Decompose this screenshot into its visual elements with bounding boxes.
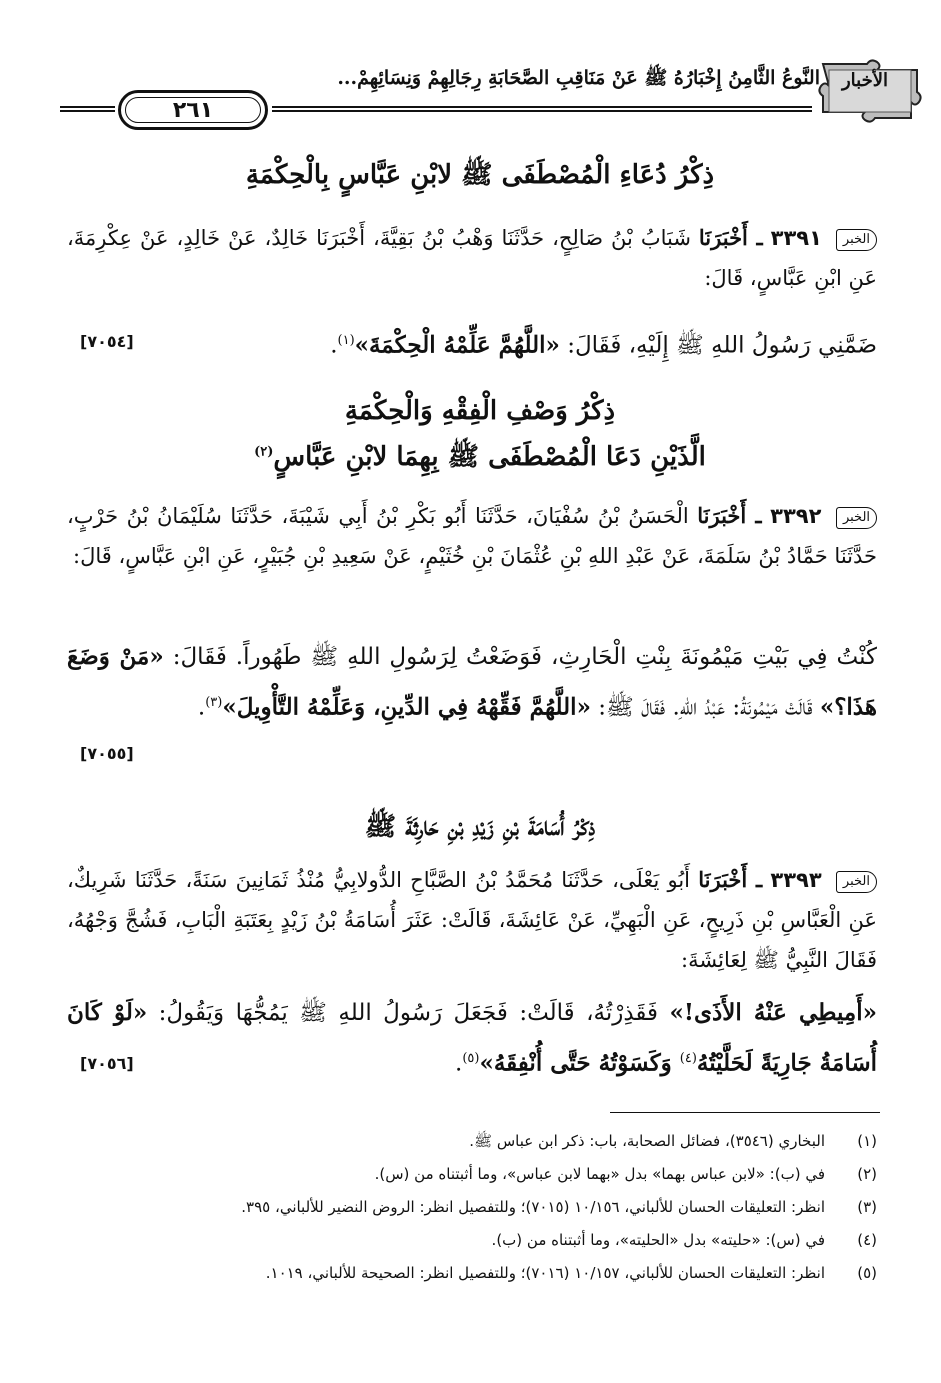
section-heading: ذِكْرُ وَصْفِ الْفِقْهِ وَالْحِكْمَةِ	[344, 396, 616, 426]
footnote-ref: (٣)	[205, 695, 223, 710]
section-heading-line2	[80, 440, 880, 478]
hadith-matn	[67, 990, 877, 1087]
matn-plain: قَالَتْ مَيْمُونَةُ: عَبْدُ اللهِ. فَقَالَ ﷺ:	[590, 694, 820, 721]
header-rule-left	[60, 106, 115, 112]
isnad-text: الْحَسَنُ بْنُ سُفْيَانَ، حَدَّثَنَا أَبُو بَكْرِ بْنُ أَبِي شَيْبَةَ، حَدَّثَنَا سُلَيْمَانُ بْنُ حَرْبٍ، حَدَّثَنَا حَمَّادُ بْنُ سَلَمَةَ، عَنْ عَبْدِ اللهِ بْنِ عُثْمَانَ بْنِ خُثَيْمٍ، عَنْ سَعِيدِ بْنِ جُبَيْرٍ، عَنِ ابْنِ عَبَّاسٍ، قَالَ:	[67, 504, 877, 568]
hadith-matn	[67, 634, 877, 731]
isnad-text: أَبُو يَعْلَى، حَدَّثَنَا مُحَمَّدُ بْنُ الصَّبَّاحِ الدُّولابِيُّ مُنْذُ ثَمَانِينَ سَنَةً، حَدَّثَنَا شَرِيكٌ، عَنِ الْعَبَّاسِ بْنِ ذَرِيحٍ، عَنِ الْبَهِيِّ، عَنْ عَائِشَةَ، قَالَتْ: عَثَرَ أُسَامَةُ بْنُ زَيْدٍ بِعَتَبَةِ الْبَابِ، فَشُجَّ وَجْهُهُ، فَقَالَ النَّبِيُّ ﷺ لِعَائِشَةَ:	[67, 868, 877, 972]
hadith-number: ٣٣٩٢	[770, 504, 822, 528]
matn-prophetic: «اللَّهُمَّ عَلِّمْهُ الْحِكْمَةَ»	[354, 331, 560, 359]
footnote-number: (٥)	[857, 1264, 877, 1282]
footnote-number: (١)	[857, 1132, 877, 1150]
running-title: النَّوعُ الثَّامِنُ إِخْبَارُهُ ﷺ عَنْ مَنَاقِبِ الصَّحَابَةِ رِجَالِهِمْ وَنِسَائِهِمْ...	[337, 67, 820, 89]
hadith-isnad	[67, 860, 877, 980]
footnote	[67, 1125, 877, 1158]
footnote	[67, 1191, 877, 1224]
footnote	[67, 1257, 877, 1290]
section-heading: ذِكْرُ أُسَامَةَ بْنِ زَيْدِ بْنِ حَارِثَةَ ﷺ	[364, 812, 596, 842]
footnote-number: (٤)	[857, 1231, 877, 1249]
page-number-text: ٢٦١	[172, 97, 214, 123]
footnote-text: انظر: التعليقات الحسان للألباني، ١٠/١٥٧ (٧٠١٦)؛ وللتفصيل انظر: الصحيحة للألباني، ١٠١٩.	[265, 1264, 825, 1282]
puzzle-badge-icon	[815, 58, 925, 124]
khabar-marker-icon: الخبر	[836, 507, 877, 529]
hadith-lead: ـ أَخْبَرَنَا	[698, 867, 763, 892]
footnote-text: في (س): «حليته» بدل «الحليته»، وما أثبتناه من (ب).	[491, 1231, 825, 1249]
hadith-lead: ـ أَخْبَرَنَا	[697, 503, 762, 528]
page-header	[60, 58, 920, 128]
hadith-reference: [٧٠٥٥]	[80, 744, 134, 763]
matn-end: .	[330, 332, 338, 359]
khabar-marker-icon: الخبر	[836, 229, 877, 251]
heading-text: الَّذَيْنِ دَعَا الْمُصْطَفَى ﷺ بِهِمَا لابْنِ عَبَّاسٍ	[273, 442, 706, 472]
footnote	[67, 1224, 877, 1257]
footnote-ref: (٤)	[679, 1051, 697, 1066]
matn-prophetic: «اللَّهُمَّ فَقِّهْهُ فِي الدِّينِ، وَعَلِّمْهُ التَّأْوِيلَ»	[222, 693, 591, 721]
hadith-reference: [٧٠٥٤]	[80, 332, 134, 351]
matn-end: .	[455, 1050, 463, 1077]
footnotes	[67, 1125, 877, 1290]
footnote-text: انظر: التعليقات الحسان للألباني، ١٠/١٥٦ (٧٠١٥)؛ وللتفصيل انظر: الروض النضير للألباني، ٣٩٥.	[241, 1198, 825, 1216]
footnote-ref: (١)	[337, 333, 355, 348]
hadith-isnad	[67, 218, 877, 298]
hadith-isnad	[67, 496, 877, 576]
isnad-text: شَبَابُ بْنُ صَالِحٍ، حَدَّثَنَا وَهْبُ بْنُ بَقِيَّةَ، أَخْبَرَنَا خَالِدٌ، عَنْ خَالِدٍ، عَنْ عِكْرِمَةَ، عَنِ ابْنِ عَبَّاسٍ، قَالَ:	[67, 226, 877, 290]
page-number	[118, 90, 268, 130]
header-rule	[272, 106, 812, 112]
matn-prophetic: «أَمِيطِي عَنْهُ الأَذَى!»	[669, 999, 878, 1026]
matn-plain: كُنْتُ فِي بَيْتِ مَيْمُونَةَ بِنْتِ الْحَارِثِ، فَوَضَعْتُ لِرَسُولِ اللهِ ﷺ طَهُوراً. فَقَالَ:	[163, 644, 877, 670]
footnote-text: في (ب): «لابن عباس بهما» بدل «بهما لابن عباس»، وما أثبتناه من (س).	[374, 1165, 825, 1183]
matn-plain: ضَمَّنِي رَسُولُ اللهِ ﷺ إِلَيْهِ، فَقَالَ:	[559, 332, 877, 359]
matn-prophetic: وَكَسَوْتُهُ حَتَّى أُنْفِقَهُ»	[479, 1049, 680, 1077]
section-heading: ذِكْرُ دُعَاءِ الْمُصْطَفَى ﷺ لابْنِ عَبَّاسٍ بِالْحِكْمَةِ	[245, 160, 715, 190]
hadith-reference: [٧٠٥٦]	[80, 1054, 134, 1073]
badge-label: الأخبار	[841, 70, 888, 91]
footnote	[67, 1158, 877, 1191]
footnote-number: (٣)	[857, 1198, 877, 1216]
khabar-marker-icon: الخبر	[836, 871, 877, 893]
matn-end: .	[197, 694, 206, 721]
hadith-number: ٣٣٩٣	[770, 868, 822, 892]
footnote-ref: (٢)	[254, 444, 274, 460]
footnote-separator	[610, 1112, 880, 1113]
footnote-ref: (٥)	[462, 1051, 480, 1066]
hadith-number: ٣٣٩١	[770, 226, 822, 250]
matn-plain: فَقَذِرْتُهُ، قَالَتْ: فَجَعَلَ رَسُولُ اللهِ ﷺ يَمُجُّهَا وَيَقُولُ:	[147, 1000, 670, 1026]
hadith-matn	[177, 318, 877, 369]
hadith-lead: ـ أَخْبَرَنَا	[698, 225, 763, 250]
footnote-text: البخاري (٣٥٤٦)، فضائل الصحابة، باب: ذكر ابن عباس ﷺ.	[469, 1132, 825, 1150]
matn-prophetic: «مَنْ وَضَعَ هَذَا؟»	[67, 643, 877, 721]
matn-prophetic: «لَوْ كَانَ أُسَامَةُ جَارِيَةً لَحَلَّيْتُهُ	[67, 999, 877, 1077]
footnote-number: (٢)	[857, 1165, 877, 1183]
